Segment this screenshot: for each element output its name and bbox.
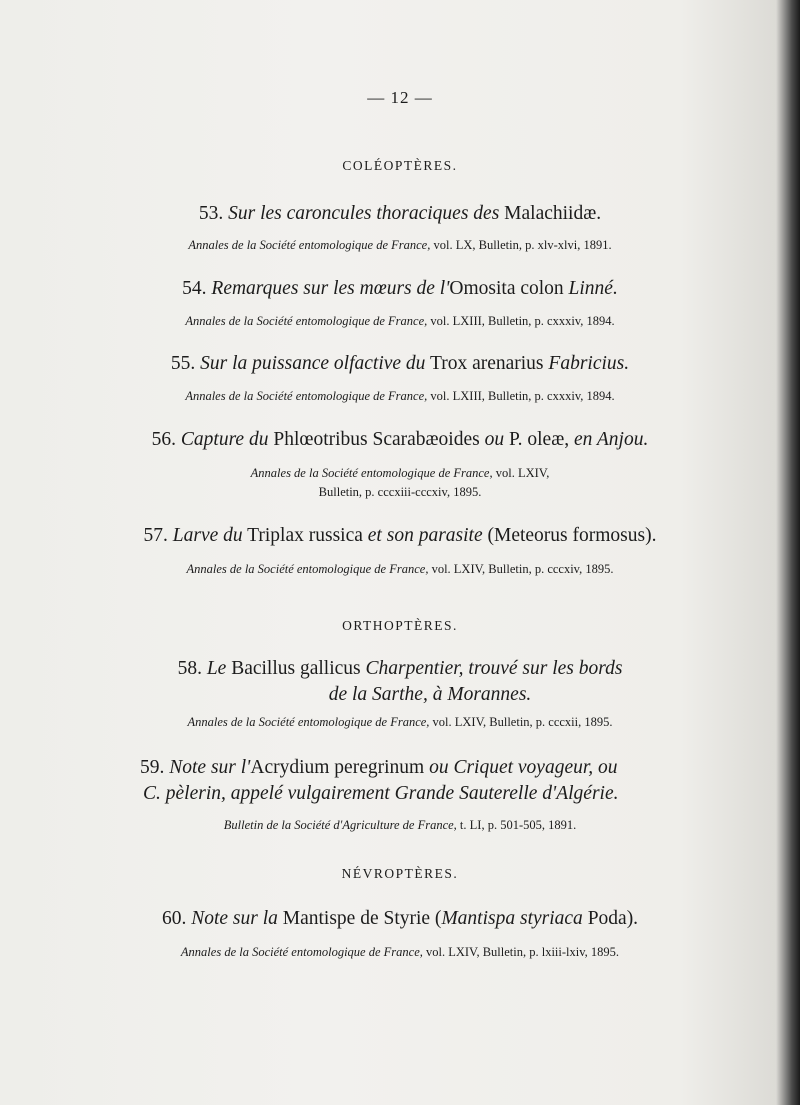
- entry-59-reference: [0, 816, 800, 834]
- section-heading-orthopteres: ORTHOPTÈRES.: [342, 618, 458, 633]
- taxon-name: Triplax russica: [247, 525, 363, 546]
- reference-detail: vol. LXIII, Bulletin, p. cxxxiv, 1894.: [430, 389, 615, 403]
- entry-56-title: [0, 428, 800, 452]
- taxon-name: Acrydium peregrinum: [250, 757, 425, 778]
- taxon-name: Trox arenarius: [429, 353, 544, 374]
- taxon-name: Phlœotribus Scarabæoides: [273, 429, 480, 450]
- reference-journal: Annales de la Société entomologique de France,: [180, 945, 423, 959]
- entry-number: 54.: [182, 278, 207, 299]
- entry-53-title: [0, 202, 800, 226]
- entry-title-text: Sur la puissance olfactive du: [200, 353, 426, 374]
- taxon-name: Mantispe de Styrie (: [282, 908, 442, 929]
- entry-title-location: en Anjou.: [573, 429, 649, 450]
- entry-number: 58.: [177, 658, 202, 679]
- entry-title-text: Sur les caroncules thoraciques des: [228, 203, 500, 224]
- entry-53-reference: [0, 236, 800, 254]
- entry-title-text-2: et son parasite: [367, 525, 483, 546]
- entry-title-text-2: ou Criquet voyageur, ou: [429, 757, 618, 778]
- entry-55-reference: [0, 387, 800, 405]
- entry-58-title: [0, 657, 800, 681]
- taxon-author: Fabricius.: [548, 353, 630, 374]
- reference-journal: Bulletin de la Société d'Agriculture de France,: [223, 818, 457, 832]
- entry-number: 56.: [151, 429, 177, 450]
- reference-journal: Annales de la Société entomologique de France,: [185, 314, 428, 328]
- parasite-name: (Meteorus formosus).: [487, 525, 657, 546]
- reference-journal: Annales de la Société entomologique de France,: [250, 466, 493, 480]
- entry-56-reference: [0, 464, 800, 482]
- entry-title-text: Note sur la: [191, 908, 278, 929]
- entry-54-reference: [0, 312, 800, 330]
- entry-title-text-3: de la Sarthe, à Morannes.: [328, 684, 532, 705]
- entry-number: 59.: [140, 757, 165, 778]
- section-heading-coleopteres: COLÉOPTÈRES.: [342, 158, 458, 173]
- reference-journal: Annales de la Société entomologique de France,: [187, 715, 430, 729]
- entry-54-title: [0, 277, 800, 301]
- taxon-author: Poda).: [587, 908, 639, 929]
- entry-title-text-2: Charpentier, trouvé sur les bords: [365, 658, 623, 679]
- entry-title-text: Note sur l': [169, 757, 251, 778]
- entry-title-text-3: C. pèlerin, appelé vulgairement Grande Sauterelle d'Algérie.: [143, 783, 619, 804]
- entry-58-reference: [0, 713, 800, 731]
- entry-57-title: [0, 524, 800, 548]
- entry-title-text: Le: [206, 658, 227, 679]
- reference-detail: vol. LXIV, Bulletin, p. cccxiv, 1895.: [431, 562, 614, 576]
- reference-detail: vol. LXIV,: [495, 466, 550, 480]
- taxon-name: Omosita colon: [449, 278, 564, 299]
- reference-detail: t. LI, p. 501-505, 1891.: [459, 818, 577, 832]
- reference-journal: Annales de la Société entomologique de France,: [185, 389, 428, 403]
- taxon-latin-name: Mantispa styriaca: [441, 908, 583, 929]
- entry-number: 60.: [161, 908, 187, 929]
- reference-journal: Annales de la Société entomologique de France,: [188, 238, 431, 252]
- reference-detail: vol. LX, Bulletin, p. xlv-xlvi, 1891.: [433, 238, 612, 252]
- entry-59-title-line2: [143, 782, 703, 806]
- entry-title-text: Capture du: [180, 429, 269, 450]
- entry-number: 53.: [198, 203, 224, 224]
- entry-57-reference: [0, 560, 800, 578]
- taxon-name: Bacillus gallicus: [231, 658, 361, 679]
- entry-56-reference-line2: [0, 483, 800, 501]
- taxon-name: Malachiidæ.: [504, 203, 602, 224]
- entry-59-title: [140, 756, 700, 780]
- entry-number: 55.: [170, 353, 196, 374]
- taxon-name-alt: P. oleæ,: [508, 429, 570, 450]
- entry-60-title: [0, 907, 800, 931]
- entry-title-text: Remarques sur les mœurs de l': [211, 278, 450, 299]
- section-heading-nevropteres: NÉVROPTÈRES.: [341, 866, 459, 881]
- reference-detail: vol. LXIV, Bulletin, p. cccxii, 1895.: [432, 715, 613, 729]
- entry-number: 57.: [143, 525, 168, 546]
- entry-55-title: [0, 352, 800, 376]
- entry-title-text: Larve du: [172, 525, 243, 546]
- reference-detail: vol. LXIII, Bulletin, p. cxxxiv, 1894.: [430, 314, 615, 328]
- reference-detail: Bulletin, p. cccxiii-cccxiv, 1895.: [318, 485, 482, 499]
- reference-journal: Annales de la Société entomologique de France,: [186, 562, 429, 576]
- reference-detail: vol. LXIV, Bulletin, p. lxiii-lxiv, 1895.: [426, 945, 620, 959]
- page-number: — 12 —: [367, 88, 433, 107]
- entry-60-reference: [0, 943, 800, 961]
- entry-58-title-line2: [0, 683, 800, 707]
- entry-title-conjunction: ou: [484, 429, 505, 450]
- taxon-author: Linné.: [568, 278, 618, 299]
